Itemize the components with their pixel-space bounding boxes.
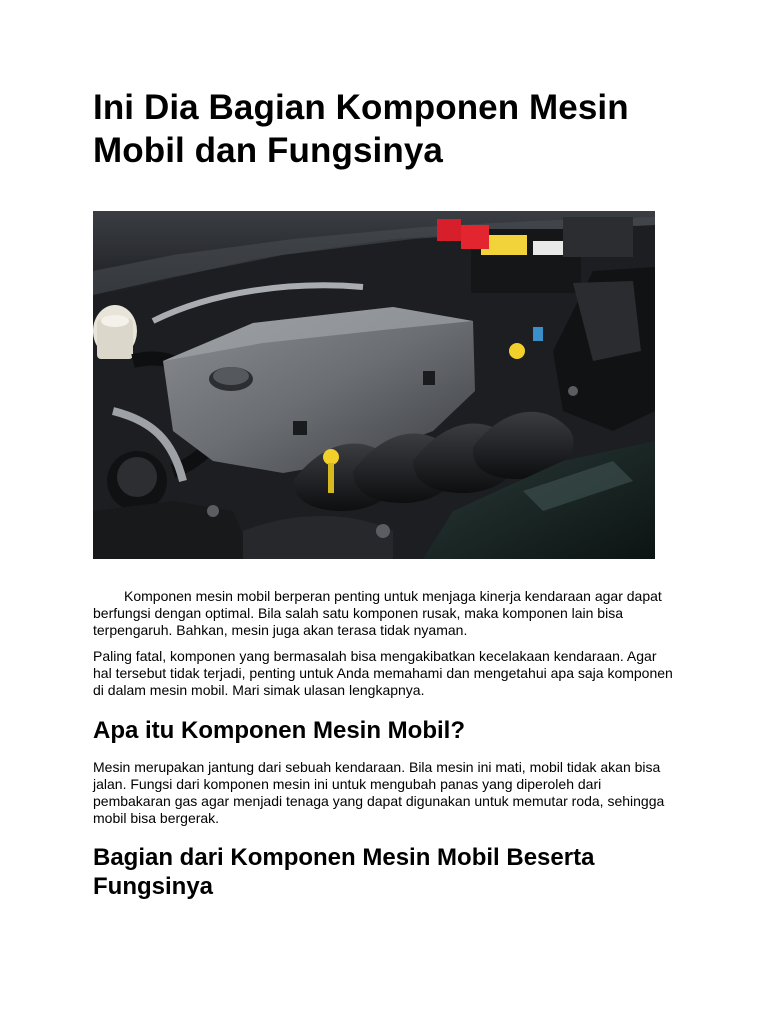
intro-paragraph-2: Paling fatal, komponen yang bermasalah bisa mengakibatkan kecelakaan kendaraan. Agar hal tersebut tidak terjadi, penting untuk Anda memahami dan mengetahui apa saja komponen di dalam mesin mobil. Mari simak ulasan lengkapnya.	[93, 648, 673, 698]
section-what-is-paragraph: Mesin merupakan jantung dari sebuah kendaraan. Bila mesin ini mati, mobil tidak akan bisa jalan. Fungsi dari komponen mesin ini untuk mengubah panas yang diperoleh dari pembakaran gas agar menjadi tenaga yang dapat digunakan untuk memutar roda, sehingga mobil bisa bergerak.	[93, 759, 665, 826]
section-heading-what-is: Apa itu Komponen Mesin Mobil?	[93, 717, 465, 744]
page-title: Ini Dia Bagian Komponen Mesin Mobil dan Fungsinya	[93, 88, 629, 170]
engine-bay-photo	[93, 211, 655, 559]
intro-paragraph: Komponen mesin mobil berperan penting untuk menjaga kinerja kendaraan agar dapat berfungsi dengan optimal. Bila salah satu komponen rusak, maka komponen lain bisa terpengaruh. Bahkan, mesin juga akan terasa tidak nyaman.	[93, 588, 662, 638]
section-heading-components: Bagian dari Komponen Mesin Mobil Beserta Fungsinya	[93, 844, 595, 900]
document-page	[93, 86, 673, 900]
